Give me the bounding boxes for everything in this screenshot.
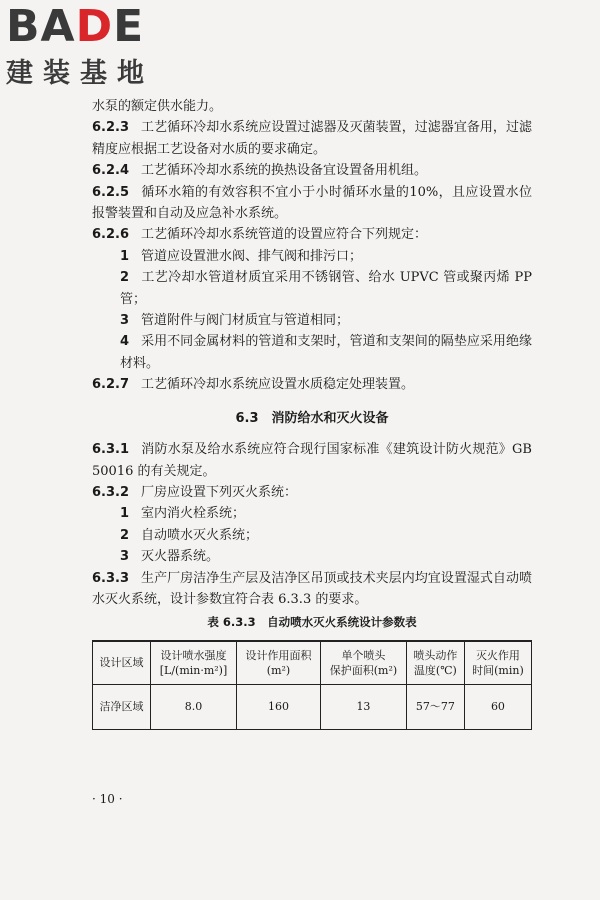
table-cell: 160 [236, 684, 320, 729]
header-cell: 灭火作用 时间(min) [464, 641, 531, 685]
header-cell: 喷头动作 温度(℃) [406, 641, 464, 685]
clause-6-2-6: 6.2.6 工艺循环冷却水系统管道的设置应符合下列规定： [92, 227, 428, 243]
clause-6-2-3: 6.2.3 工艺循环冷却水系统应设置过滤器及灭菌装置，过滤器宜备用，过滤精度应根据工艺设备对水质的要求确定。 [92, 120, 532, 157]
table-cell: 8.0 [151, 684, 237, 729]
paragraph-continuation: 水泵的额定供水能力。 [92, 99, 223, 114]
logo [6, 1, 176, 94]
logo-subtitle: 建装基地 [6, 58, 154, 89]
clause-6-2-7: 6.2.7 工艺循环冷却水系统应设置水质稳定处理装置。 [92, 377, 415, 393]
list-item: 4 采用不同金属材料的管道和支架时，管道和支架间的隔垫应采用绝缘材料。 [120, 334, 532, 371]
list-item: 1 管道应设置泄水阀、排气阀和排污口； [120, 248, 363, 264]
table-title: 表 6.3.3 自动喷水灭火系统设计参数表 [207, 615, 417, 630]
header-cell: 设计喷水强度 [L/(min·m²)] [151, 641, 237, 685]
header-cell: 设计作用面积 (m²) [236, 641, 320, 685]
section-heading: 6.3 消防给水和灭火设备 [235, 410, 389, 426]
clause-6-3-1: 6.3.1 消防水泵及给水系统应符合现行国家标准《建筑设计防火规范》GB 50016 的有关规定。 [92, 442, 532, 479]
table-row [93, 684, 532, 729]
parameter-table [92, 640, 532, 730]
list-item: 3 灭火器系统。 [120, 549, 220, 565]
clause-6-3-2: 6.3.2 厂房应设置下列灭火系统： [92, 484, 298, 500]
table-cell: 60 [464, 684, 531, 729]
clause-6-3-3: 6.3.3 生产厂房洁净生产层及洁净区吊顶或技术夹层内均宜设置湿式自动喷水灭火系统，设计参数宜符合表 6.3.3 的要求。 [92, 570, 532, 607]
document-body [92, 96, 532, 730]
header-cell: 单个喷头 保护面积(m²) [321, 641, 407, 685]
header-cell: 设计区域 [93, 641, 151, 685]
table-cell: 57～77 [406, 684, 464, 729]
list-item: 2 工艺冷却水管道材质宜采用不锈钢管、给水 UPVC 管或聚丙烯 PP 管； [120, 270, 532, 307]
table-cell: 洁净区域 [93, 684, 151, 729]
clause-6-2-4: 6.2.4 工艺循环冷却水系统的换热设备宜设置备用机组。 [92, 163, 428, 179]
table-cell: 13 [321, 684, 407, 729]
page-number: · 10 · [92, 792, 123, 806]
list-item: 3 管道附件与阀门材质宜与管道相同； [120, 313, 350, 329]
list-item: 1 室内消火栓系统； [120, 506, 246, 522]
clause-6-2-5: 6.2.5 循环水箱的有效容积不宜小于小时循环水量的10%，且应设置水位报警装置和自动及应急补水系统。 [92, 184, 532, 222]
logo-brand: BADE [6, 1, 145, 52]
table-header-row [93, 641, 532, 685]
list-item: 2 自动喷水灭火系统； [120, 527, 259, 543]
